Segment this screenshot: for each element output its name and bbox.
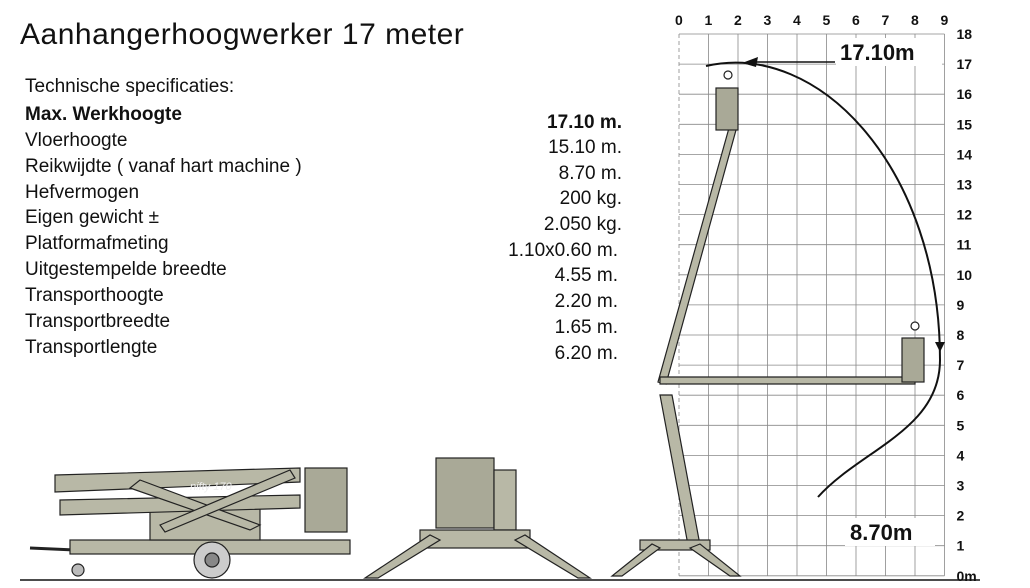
y-tick-label: 15 xyxy=(956,116,973,133)
spec-value: 1.65 m. xyxy=(554,317,618,338)
spec-value: 6.20 m. xyxy=(554,343,618,364)
spec-label: Vloerhoogte xyxy=(25,130,128,151)
spec-label: Transporthoogte xyxy=(25,285,164,306)
working-envelope xyxy=(706,63,940,497)
max-height-label: 17.10m xyxy=(840,40,915,65)
y-tick-label: 12 xyxy=(956,206,973,223)
reach-label: 8.70m xyxy=(850,520,913,545)
x-tick-label: 9 xyxy=(940,12,949,28)
trailer-brand-text: nifty 170 xyxy=(190,481,232,493)
y-tick-label: 10 xyxy=(956,266,973,283)
lower-boom xyxy=(660,395,700,545)
trailer-wheel-hub xyxy=(205,553,219,567)
rear-platform xyxy=(436,458,494,528)
x-tick-label: 4 xyxy=(793,12,801,28)
rear-outrigger-left xyxy=(365,535,440,578)
y-tick-label: 18 xyxy=(956,26,973,42)
x-tick-label: 6 xyxy=(852,12,860,28)
y-tick-label: 4 xyxy=(956,447,965,464)
y-tick-label: 11 xyxy=(956,236,972,253)
spec-value: 4.55 m. xyxy=(554,265,618,286)
spec-label: Transportlengte xyxy=(25,337,158,358)
y-tick-label: 6 xyxy=(956,387,965,404)
y-tick-label: 13 xyxy=(956,176,973,193)
y-tick-label: 2 xyxy=(956,507,965,524)
y-tick-label: 5 xyxy=(956,417,965,434)
y-tick-label: 17 xyxy=(956,56,973,73)
outrigger-left xyxy=(612,544,660,576)
y-tick-label: 16 xyxy=(956,86,973,103)
spec-value: 2.050 kg. xyxy=(543,214,622,235)
platform-raised xyxy=(716,88,738,130)
spec-value: 8.70 m. xyxy=(558,163,622,184)
x-tick-label: 7 xyxy=(881,12,890,28)
spec-value: 17.10 m. xyxy=(547,112,622,133)
upper-boom-raised xyxy=(658,128,736,384)
trailer-side-view xyxy=(30,468,350,578)
platform-extended xyxy=(902,338,924,382)
rear-outrigger-right xyxy=(515,535,590,578)
spec-label: Platformafmeting xyxy=(25,233,169,254)
x-tick-label: 1 xyxy=(704,12,713,28)
page-title: Aanhangerhoogwerker 17 meter xyxy=(20,18,465,51)
y-tick-label: 0m xyxy=(956,567,977,584)
spec-value: 2.20 m. xyxy=(554,291,618,312)
arrow-head-side xyxy=(935,342,945,352)
x-tick-label: 8 xyxy=(911,12,919,28)
spec-label: Max. Werkhoogte xyxy=(25,104,182,125)
spec-label: Eigen gewicht ± xyxy=(25,207,160,228)
spec-label: Hefvermogen xyxy=(25,182,140,203)
operator-head xyxy=(911,322,919,330)
y-tick-label: 14 xyxy=(956,146,973,163)
spec-label: Uitgestempelde breedte xyxy=(25,259,227,280)
platform-stowed xyxy=(305,468,347,532)
y-tick-label: 3 xyxy=(956,477,965,494)
rear-mast xyxy=(494,470,516,530)
x-tick-label: 2 xyxy=(734,12,742,28)
y-tick-label: 9 xyxy=(956,296,965,313)
specs-heading: Technische specificaties: xyxy=(25,76,235,97)
spec-value: 1.10x0.60 m. xyxy=(508,240,618,261)
spec-value: 15.10 m. xyxy=(548,137,622,158)
outrigger-right xyxy=(690,544,740,576)
operator-head xyxy=(724,71,732,79)
y-tick-label: 8 xyxy=(956,327,965,343)
x-tick-label: 0 xyxy=(675,12,683,28)
spec-value: 200 kg. xyxy=(559,188,622,209)
x-tick-label: 3 xyxy=(763,12,772,28)
spec-label: Reikwijdte ( vanaf hart machine ) xyxy=(25,156,302,177)
y-tick-label: 7 xyxy=(956,357,965,374)
trailer-rear-view xyxy=(365,458,590,578)
boom-horizontal xyxy=(660,377,915,384)
y-tick-label: 1 xyxy=(956,537,965,554)
x-tick-label: 5 xyxy=(822,12,831,28)
spec-label: Transportbreedte xyxy=(25,311,171,332)
jockey-wheel xyxy=(72,564,84,576)
